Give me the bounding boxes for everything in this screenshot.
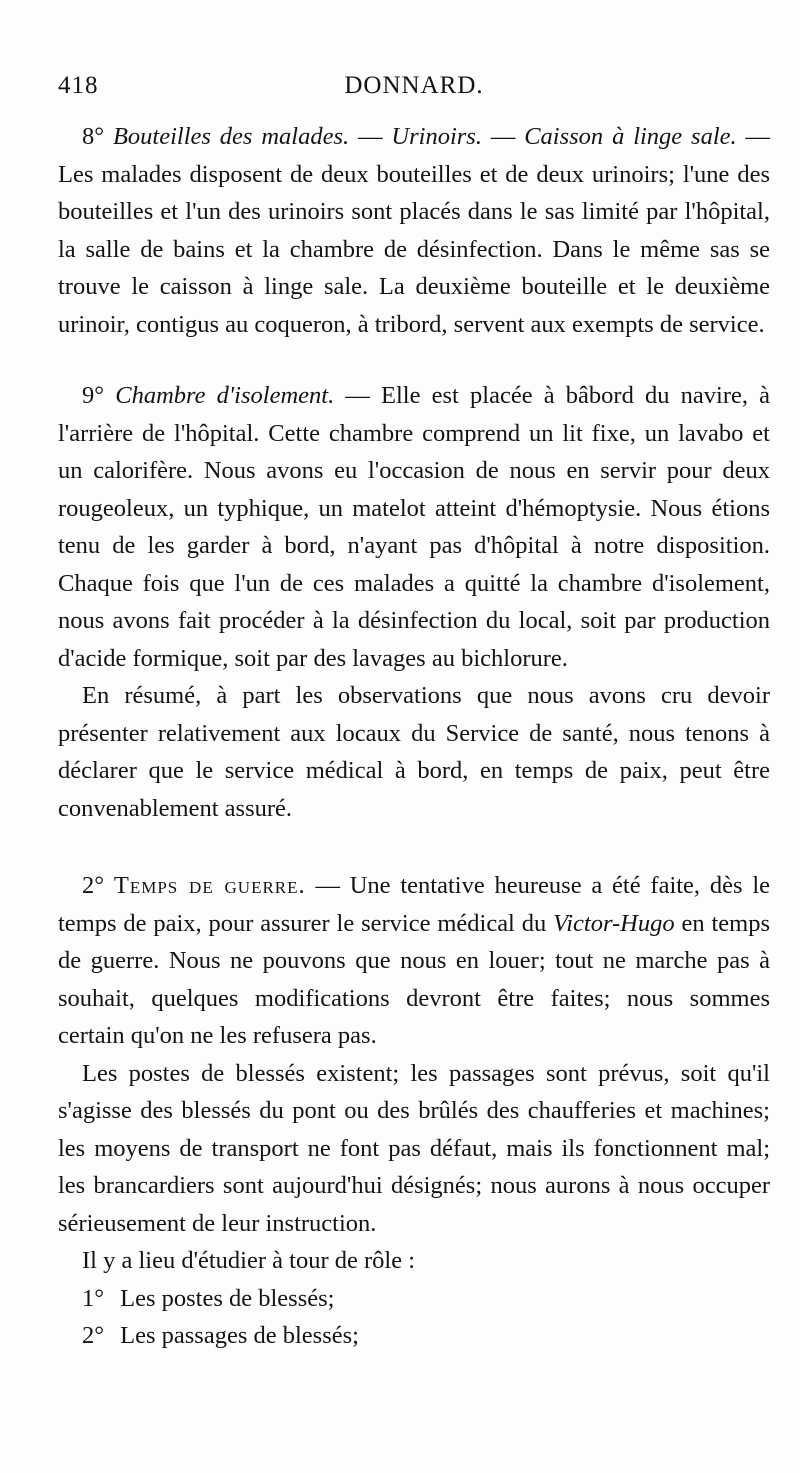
paragraph-wartime xyxy=(58,867,770,1055)
wartime-heading: Temps de guerre. xyxy=(113,872,306,899)
wartime-text-a: — Une tentative heureuse a été faite, dès le temps de paix, pour assurer le service médical du xyxy=(58,872,770,937)
wartime-text-b: en temps de guerre. Nous ne pouvons que nous en louer; tout ne marche pas à souhait, quelques modifications devront être faites; nous sommes certain qu'on ne les refusera pas. xyxy=(58,909,770,1049)
item-9-number: 9° xyxy=(82,382,105,409)
item-8-text: — Les malades disposent de deux bouteilles et de deux urinoirs; l'une des bouteilles et l'un des urinoirs sont placés dans le sas limité par l'hôpital, la salle de bains et la chambre de désinfection. Dans le même sas se trouve le caisson à linge sale. La deuxième bouteille et le deuxième urinoir, contigus au coqueron, à tribord, servent aux exempts de service. xyxy=(58,123,771,338)
paragraph-summary xyxy=(58,677,770,827)
paragraph-item-9 xyxy=(58,377,770,677)
paragraph-item-8 xyxy=(58,118,770,343)
ship-name: Victor-Hugo xyxy=(553,909,675,937)
item-8-separator-1: — xyxy=(349,123,392,150)
page-number: 418 xyxy=(58,72,99,99)
item-9-text: — Elle est placée à bâbord du navire, à l'arrière de l'hôpital. Cette chambre comprend un lit fixe, un lavabo et un calorifère. Nous avons eu l'occasion de nous en servir pour deux rougeoleux, un typhique, un matelot atteint d'hémoptysie. Nous étions tenu de les garder à bord, n'ayant pas d'hôpital à notre disposition. Chaque fois que l'un de ces malades a quitté la chambre d'isolement, nous avons fait procéder à la désinfection du local, soit par production d'acide formique, soit par des lavages au bichlorure. xyxy=(58,382,771,672)
page-header xyxy=(58,72,770,106)
list-item xyxy=(58,1280,770,1318)
list-item-number: 2° xyxy=(82,1322,105,1349)
item-8-heading-bottles: Bouteilles des malades. xyxy=(112,123,350,150)
summary-text: En résumé, à part les observations que nous avons cru devoir présenter relativement aux locaux du Service de santé, nous tenons à déclarer que le service médical à bord, en temps de paix, peut être convenablement assuré. xyxy=(58,682,770,822)
study-intro-text: Il y a lieu d'étudier à tour de rôle : xyxy=(82,1247,415,1274)
list-item xyxy=(58,1317,770,1355)
running-head: DONNARD. xyxy=(344,72,484,99)
item-8-number: 8° xyxy=(82,123,105,150)
first-aid-posts-text: Les postes de blessés existent; les passages sont prévus, soit qu'il s'agisse des blessés du pont ou des brûlés des chaufferies et machines; les moyens de transport ne font pas défaut, mais ils fonctionnent mal; les brancardiers sont aujourd'hui désignés; nous aurons à nous occuper sérieusement de leur instruction. xyxy=(58,1059,770,1237)
item-8-heading-linen-box: Caisson à linge sale. xyxy=(524,123,737,150)
list-item-text: Les postes de blessés; xyxy=(120,1284,335,1312)
paragraph-first-aid-posts xyxy=(58,1055,770,1243)
body-text xyxy=(58,118,770,1355)
list-item-text: Les passages de blessés; xyxy=(120,1322,359,1349)
item-9-heading: Chambre d'isolement. xyxy=(115,382,335,409)
wartime-number: 2° xyxy=(82,872,105,899)
item-8-separator-2: — xyxy=(481,123,525,150)
list-item-number: 1° xyxy=(82,1284,105,1312)
paragraph-study-intro xyxy=(58,1242,770,1280)
item-8-heading-urinals: Urinoirs. xyxy=(391,123,482,150)
